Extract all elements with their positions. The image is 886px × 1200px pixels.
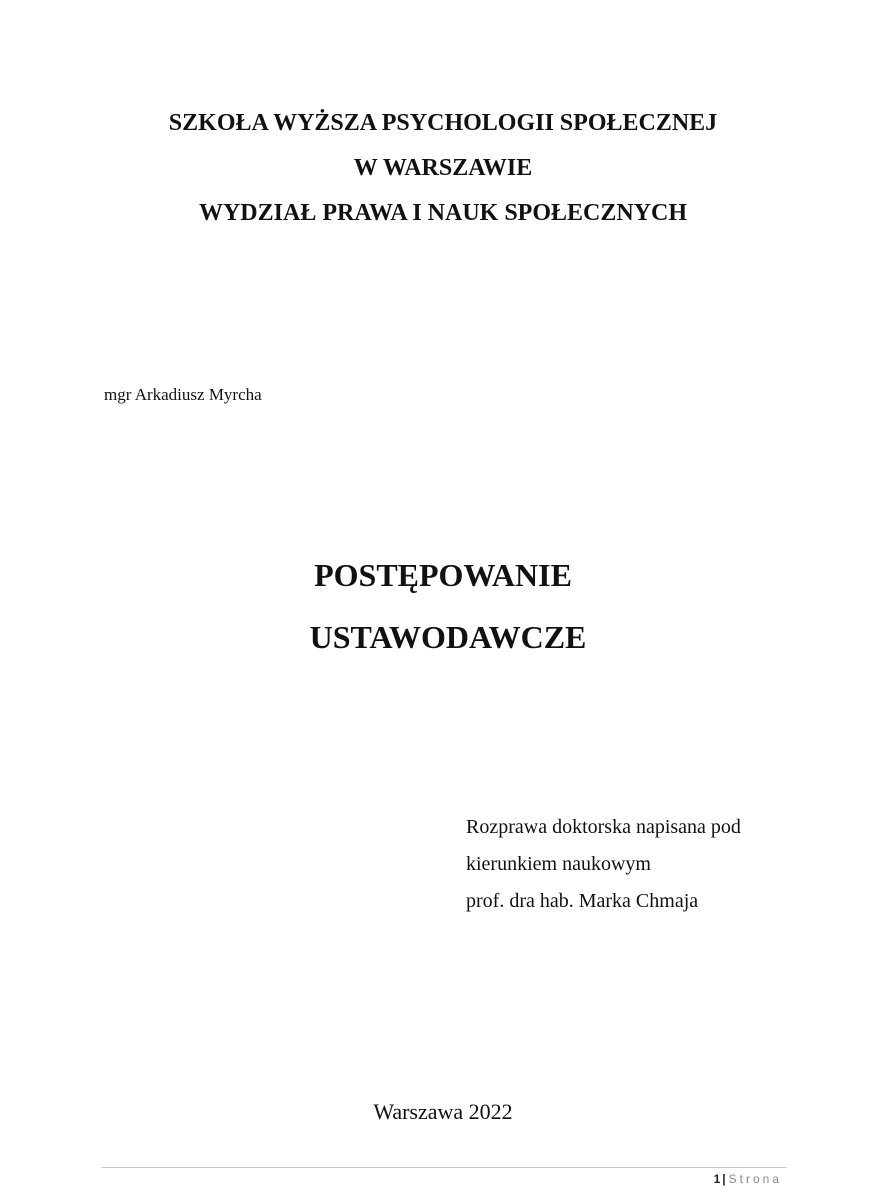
supervision-line-1: Rozprawa doktorska napisana pod [466,816,741,838]
page-footer [714,1171,782,1187]
page-label: Strona [728,1172,782,1186]
page-number: 1 [713,1172,721,1186]
faculty-name: WYDZIAŁ PRAWA I NAUK SPOŁECZNYCH [198,200,688,226]
thesis-title-line-2: USTAWODAWCZE [309,619,587,655]
supervision-line-2: kierunkiem naukowym [466,853,651,875]
institution-header [0,101,886,236]
thesis-title-line-1: POSTĘPOWANIE [314,557,572,593]
university-city: W WARSZAWIE [353,155,533,181]
footer-divider [102,1167,786,1168]
footer-separator: | [722,1172,726,1186]
supervision-note [466,809,741,920]
thesis-title [0,544,886,668]
supervisor-name: prof. dra hab. Marka Chmaja [466,890,699,912]
author-name: mgr Arkadiusz Myrcha [104,385,262,404]
university-name: SZKOŁA WYŻSZA PSYCHOLOGII SPOŁECZNEJ [168,110,718,136]
place-and-year: Warszawa 2022 [373,1099,513,1124]
